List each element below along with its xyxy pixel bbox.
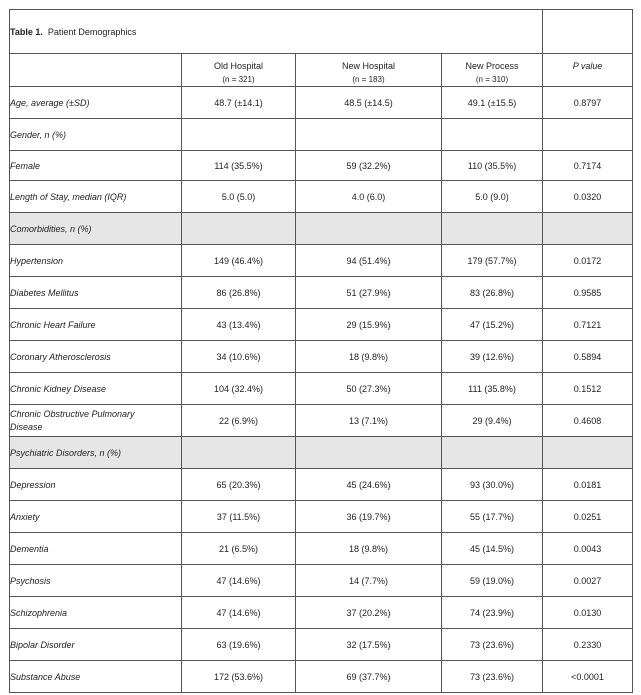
row-label: Anxiety [10, 501, 182, 533]
row-label: Age, average (±SD) [10, 87, 182, 119]
value-cell: 149 (46.4%) [182, 245, 296, 277]
table-row [10, 341, 633, 373]
table-row [10, 533, 633, 565]
table-row [10, 87, 633, 119]
value-cell: 179 (57.7%) [442, 245, 543, 277]
value-cell: 21 (6.5%) [182, 533, 296, 565]
caption-empty-cell [543, 10, 633, 54]
row-label: Bipolar Disorder [10, 629, 182, 661]
value-cell: 93 (30.0%) [442, 469, 543, 501]
value-cell: 29 (9.4%) [442, 405, 543, 437]
value-cell [442, 119, 543, 151]
value-cell: 83 (26.8%) [442, 277, 543, 309]
header-new-process: New Process (n = 310) [442, 54, 543, 87]
p-value-cell: 0.2330 [543, 629, 633, 661]
header-p-value: P value [543, 54, 633, 87]
value-cell: 50 (27.3%) [296, 373, 442, 405]
p-value-cell: 0.0251 [543, 501, 633, 533]
value-cell: 48.7 (±14.1) [182, 87, 296, 119]
value-cell: 39 (12.6%) [442, 341, 543, 373]
row-label: Substance Abuse [10, 661, 182, 693]
p-value-cell [543, 119, 633, 151]
value-cell: 55 (17.7%) [442, 501, 543, 533]
row-label: Depression [10, 469, 182, 501]
p-value-cell: 0.0043 [543, 533, 633, 565]
value-cell: 114 (35.5%) [182, 151, 296, 181]
value-cell: 74 (23.9%) [442, 597, 543, 629]
table-row [10, 629, 633, 661]
value-cell: 49.1 (±15.5) [442, 87, 543, 119]
p-value-cell: 0.1512 [543, 373, 633, 405]
p-value-cell: 0.7121 [543, 309, 633, 341]
table-row [10, 213, 633, 245]
caption-title: Patient Demographics [47, 26, 137, 37]
p-value-cell: <0.0001 [543, 661, 633, 693]
row-label: Dementia [10, 533, 182, 565]
table-row [10, 565, 633, 597]
caption-label: Table 1. [10, 26, 43, 37]
table-row [10, 405, 633, 437]
p-value-cell: 0.4608 [543, 405, 633, 437]
value-cell: 47 (14.6%) [182, 597, 296, 629]
value-cell: 14 (7.7%) [296, 565, 442, 597]
p-value-cell: 0.0172 [543, 245, 633, 277]
value-cell [182, 119, 296, 151]
value-cell [296, 437, 442, 469]
value-cell: 37 (11.5%) [182, 501, 296, 533]
value-cell: 59 (32.2%) [296, 151, 442, 181]
header-new-hospital-n: (n = 183) [352, 75, 385, 84]
value-cell [296, 119, 442, 151]
value-cell: 172 (53.6%) [182, 661, 296, 693]
value-cell: 111 (35.8%) [442, 373, 543, 405]
value-cell: 32 (17.5%) [296, 629, 442, 661]
header-new-process-n: (n = 310) [475, 75, 509, 84]
row-label: Coronary Atherosclerosis [10, 341, 182, 373]
p-value-cell: 0.0130 [543, 597, 633, 629]
value-cell: 18 (9.8%) [296, 341, 442, 373]
value-cell: 36 (19.7%) [296, 501, 442, 533]
value-cell: 43 (13.4%) [182, 309, 296, 341]
table-row [10, 501, 633, 533]
value-cell: 5.0 (5.0) [182, 181, 296, 213]
p-value-cell: 0.5894 [543, 341, 633, 373]
table-row [10, 119, 633, 151]
value-cell [296, 213, 442, 245]
value-cell: 4.0 (6.0) [296, 181, 442, 213]
table-body [10, 87, 633, 693]
table-row [10, 597, 633, 629]
value-cell: 29 (15.9%) [296, 309, 442, 341]
table-row [10, 469, 633, 501]
p-value-cell: 0.0181 [543, 469, 633, 501]
value-cell: 51 (27.9%) [296, 277, 442, 309]
row-label: Chronic Obstructive Pulmonary Disease [10, 405, 182, 437]
row-label: Chronic Kidney Disease [10, 373, 182, 405]
value-cell: 37 (20.2%) [296, 597, 442, 629]
p-value-cell: 0.0320 [543, 181, 633, 213]
header-new-hospital: New Hospital (n = 183) [296, 54, 442, 87]
caption-row [10, 10, 633, 54]
value-cell: 104 (32.4%) [182, 373, 296, 405]
table-row [10, 373, 633, 405]
value-cell [442, 437, 543, 469]
table-caption [10, 10, 543, 54]
p-value-cell: 0.9585 [543, 277, 633, 309]
value-cell: 63 (19.6%) [182, 629, 296, 661]
header-old-hospital: Old Hospital (n = 321) [182, 54, 296, 87]
table-row [10, 437, 633, 469]
table-row [10, 309, 633, 341]
value-cell: 13 (7.1%) [296, 405, 442, 437]
demographics-table [9, 9, 633, 693]
header-old-hospital-n: (n = 321) [222, 75, 255, 84]
value-cell: 65 (20.3%) [182, 469, 296, 501]
p-value-cell: 0.7174 [543, 151, 633, 181]
row-label: Female [10, 151, 182, 181]
header-row [10, 54, 633, 87]
value-cell: 48.5 (±14.5) [296, 87, 442, 119]
row-label: Schizophrenia [10, 597, 182, 629]
value-cell: 59 (19.0%) [442, 565, 543, 597]
value-cell: 45 (24.6%) [296, 469, 442, 501]
row-label: Chronic Heart Failure [10, 309, 182, 341]
p-value-cell: 0.8797 [543, 87, 633, 119]
table-row [10, 151, 633, 181]
value-cell: 69 (37.7%) [296, 661, 442, 693]
row-label: Diabetes Mellitus [10, 277, 182, 309]
value-cell: 22 (6.9%) [182, 405, 296, 437]
value-cell [182, 213, 296, 245]
value-cell: 73 (23.6%) [442, 629, 543, 661]
value-cell: 5.0 (9.0) [442, 181, 543, 213]
table-row [10, 181, 633, 213]
row-label: Comorbidities, n (%) [10, 213, 182, 245]
value-cell: 86 (26.8%) [182, 277, 296, 309]
table-row [10, 277, 633, 309]
p-value-cell: 0.0027 [543, 565, 633, 597]
value-cell: 45 (14.5%) [442, 533, 543, 565]
value-cell [182, 437, 296, 469]
header-empty-cell [10, 54, 182, 87]
row-label: Gender, n (%) [10, 119, 182, 151]
row-label: Length of Stay, median (IQR) [10, 181, 182, 213]
table-row [10, 245, 633, 277]
p-value-cell [543, 437, 633, 469]
value-cell: 18 (9.8%) [296, 533, 442, 565]
value-cell: 110 (35.5%) [442, 151, 543, 181]
row-label: Psychosis [10, 565, 182, 597]
table-row [10, 661, 633, 693]
row-label: Psychiatric Disorders, n (%) [10, 437, 182, 469]
value-cell: 47 (15.2%) [442, 309, 543, 341]
value-cell: 73 (23.6%) [442, 661, 543, 693]
row-label: Hypertension [10, 245, 182, 277]
value-cell [442, 213, 543, 245]
value-cell: 34 (10.6%) [182, 341, 296, 373]
value-cell: 47 (14.6%) [182, 565, 296, 597]
value-cell: 94 (51.4%) [296, 245, 442, 277]
p-value-cell [543, 213, 633, 245]
